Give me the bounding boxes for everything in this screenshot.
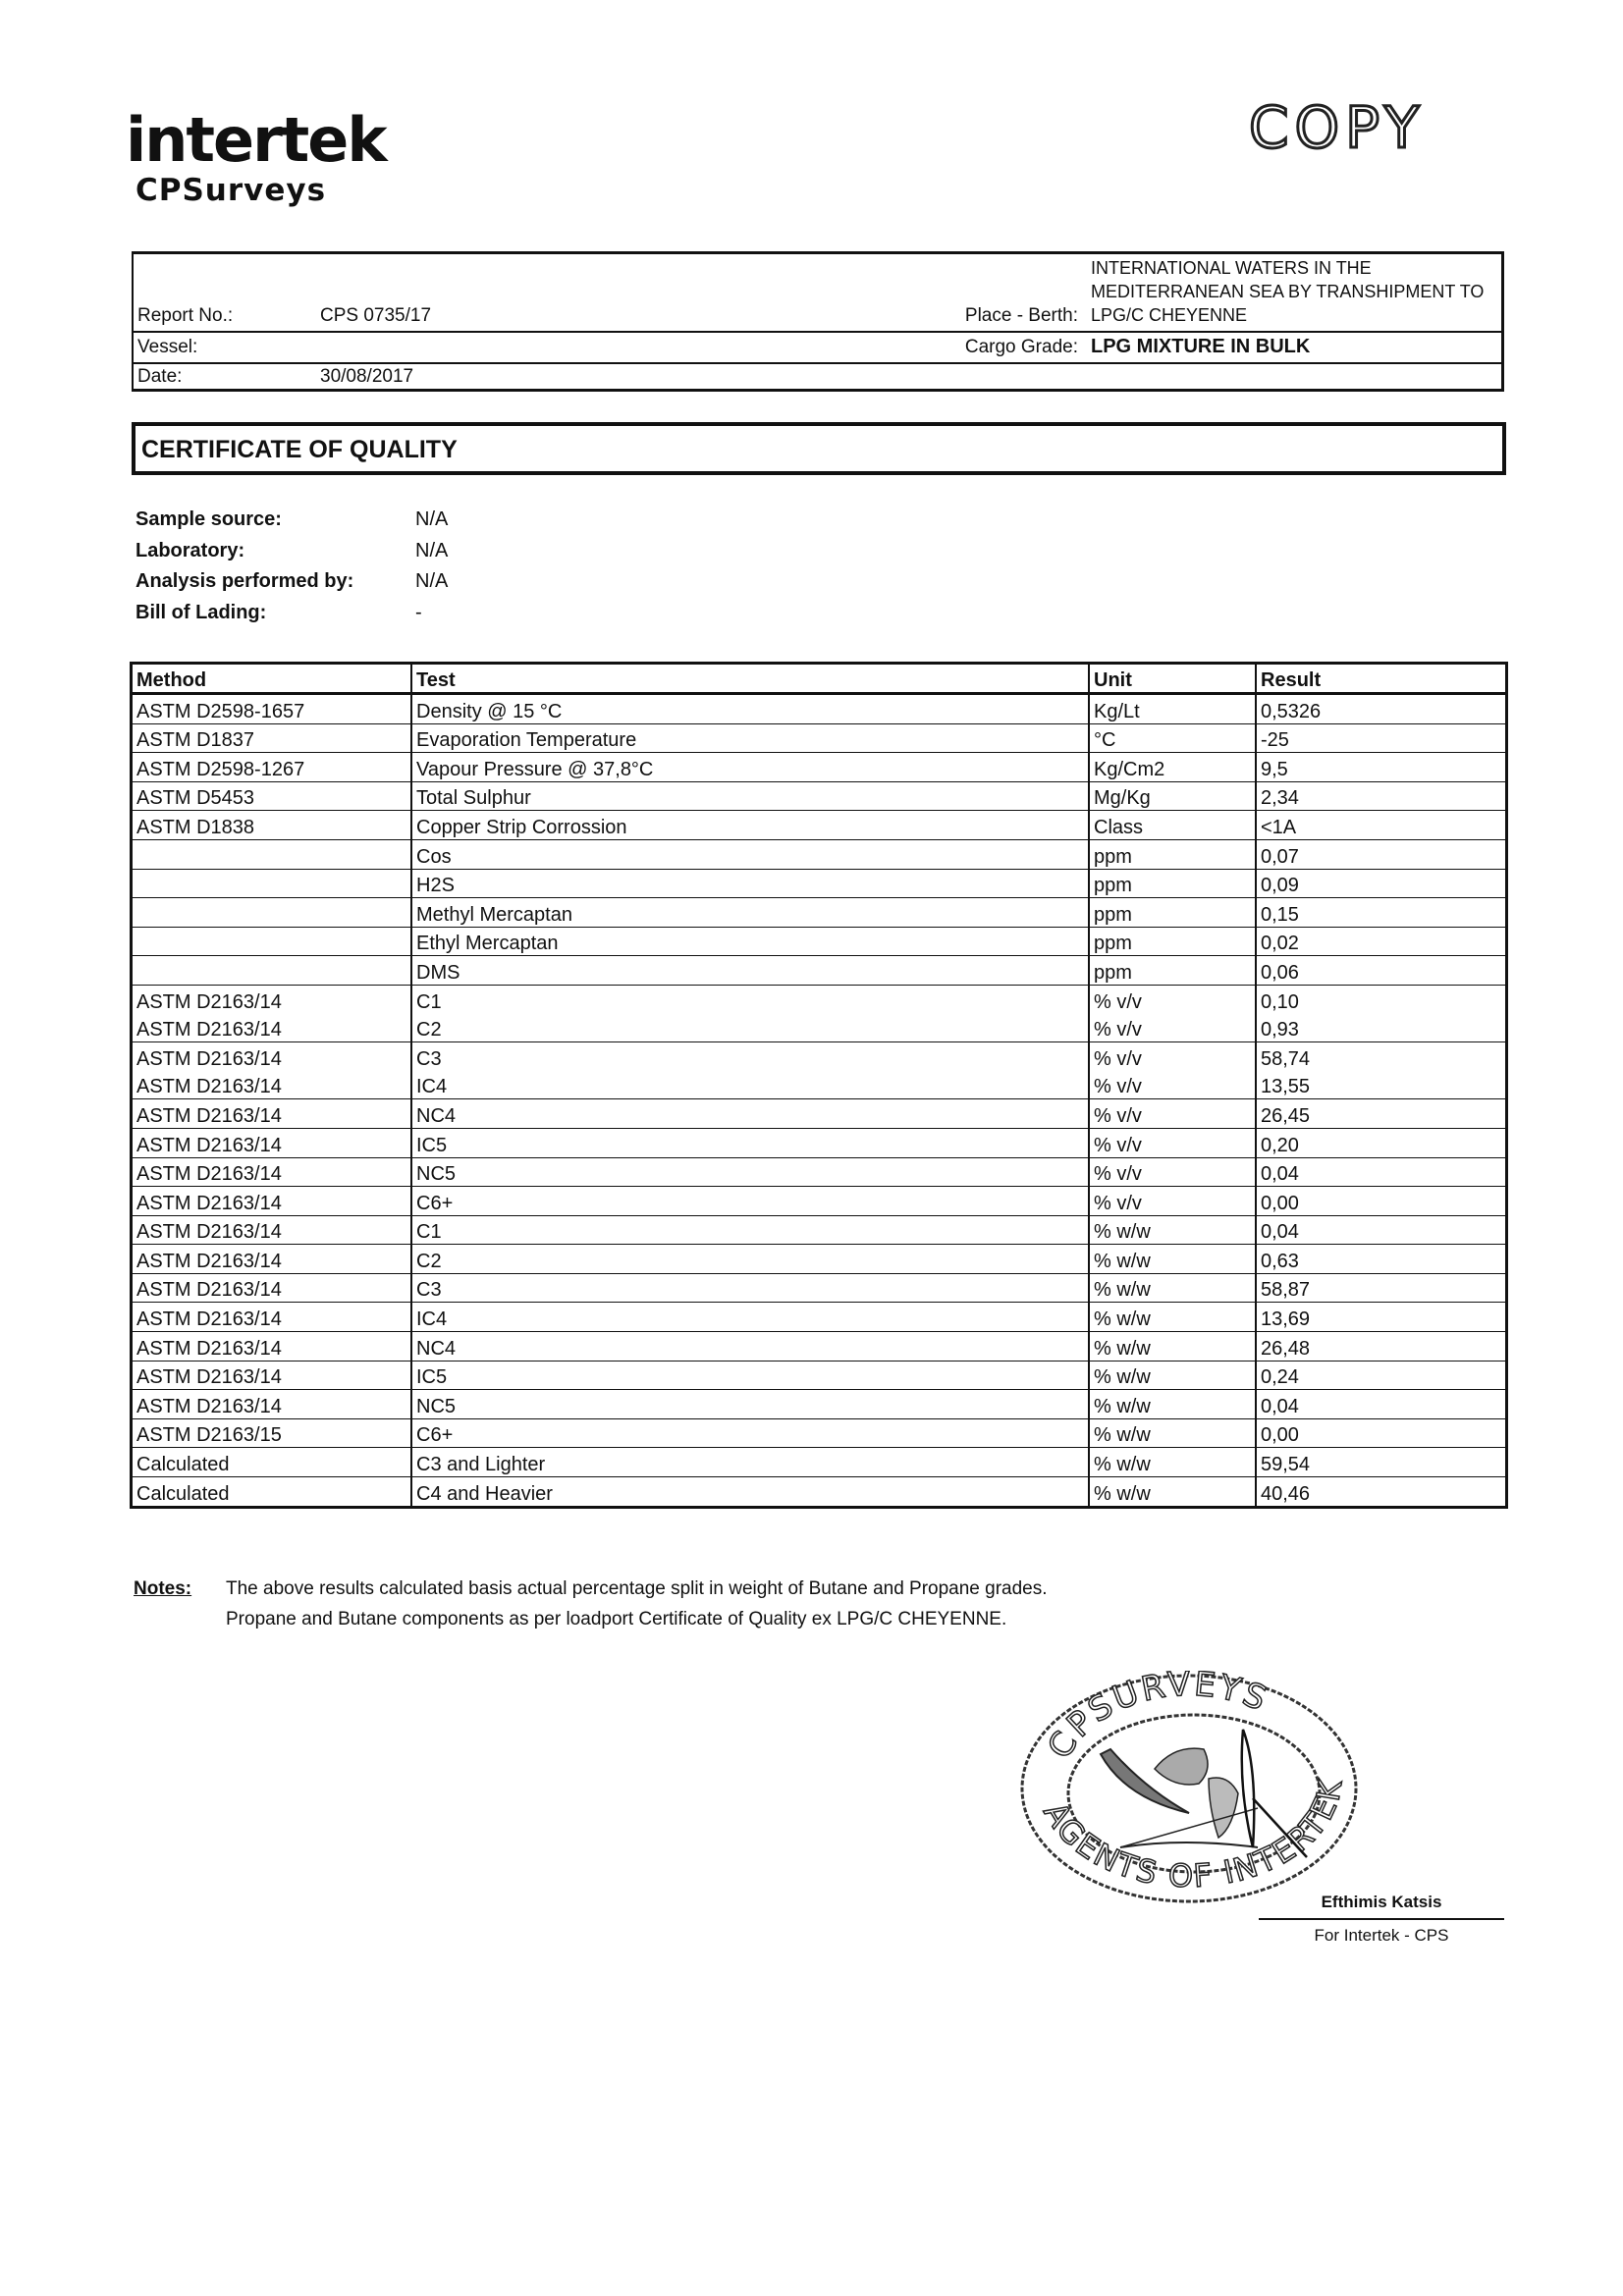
cell-method: ASTM D2163/14 bbox=[132, 1303, 412, 1332]
cell-method: ASTM D2163/14 bbox=[132, 1157, 412, 1187]
cell-unit: % w/w bbox=[1089, 1418, 1256, 1448]
place-berth-label: Place - Berth: bbox=[964, 305, 1078, 326]
meta-label: Laboratory: bbox=[135, 539, 245, 561]
cell-method: ASTM D2163/15 bbox=[132, 1418, 412, 1448]
cell-unit: % w/w bbox=[1089, 1361, 1256, 1390]
table-row bbox=[132, 1390, 1507, 1419]
cell-unit: % w/w bbox=[1089, 1390, 1256, 1419]
table-row bbox=[132, 1245, 1507, 1274]
cell-test: Copper Strip Corrossion bbox=[411, 811, 1089, 840]
place-line: MEDITERRANEAN SEA BY TRANSHIPMENT TO bbox=[1091, 282, 1485, 301]
cell-result: 0,63 bbox=[1256, 1245, 1507, 1274]
cell-unit: % v/v bbox=[1089, 1014, 1256, 1042]
cell-unit: Class bbox=[1089, 811, 1256, 840]
cell-method: ASTM D1838 bbox=[132, 811, 412, 840]
cell-method: ASTM D1837 bbox=[132, 723, 412, 753]
cell-result: 0,20 bbox=[1256, 1128, 1507, 1157]
table-row bbox=[132, 1215, 1507, 1245]
table-row bbox=[132, 694, 1507, 724]
cell-method bbox=[132, 869, 412, 898]
cell-method: ASTM D2163/14 bbox=[132, 985, 412, 1013]
table-row bbox=[132, 811, 1507, 840]
cell-result: 13,55 bbox=[1256, 1071, 1507, 1099]
cell-method: ASTM D2163/14 bbox=[132, 1361, 412, 1390]
company-logo bbox=[126, 104, 386, 208]
cell-test: C3 and Lighter bbox=[411, 1448, 1089, 1477]
date-value: 30/08/2017 bbox=[320, 366, 414, 387]
header-row-vessel bbox=[134, 333, 1501, 364]
meta-value: N/A bbox=[415, 570, 449, 592]
table-header-row bbox=[132, 664, 1507, 694]
signatory-name: Efthimis Katsis bbox=[1259, 1893, 1504, 1920]
table-row bbox=[132, 1361, 1507, 1390]
cell-method: ASTM D2163/14 bbox=[132, 1099, 412, 1129]
meta-label: Analysis performed by: bbox=[135, 570, 354, 592]
cell-unit: ppm bbox=[1089, 869, 1256, 898]
signatory-organization: For Intertek - CPS bbox=[1314, 1926, 1449, 1945]
cell-unit: Mg/Kg bbox=[1089, 781, 1256, 811]
meta-value: - bbox=[415, 601, 422, 623]
cell-test: DMS bbox=[411, 956, 1089, 986]
results-table-body bbox=[132, 694, 1507, 1508]
cell-result: 0,15 bbox=[1256, 898, 1507, 928]
cell-unit: % v/v bbox=[1089, 985, 1256, 1013]
date-label: Date: bbox=[137, 366, 183, 387]
header-row-date bbox=[134, 364, 1501, 392]
cell-unit: Kg/Cm2 bbox=[1089, 753, 1256, 782]
cell-method bbox=[132, 927, 412, 956]
cell-unit: °C bbox=[1089, 723, 1256, 753]
cell-test: C2 bbox=[411, 1245, 1089, 1274]
cell-test: Cos bbox=[411, 839, 1089, 869]
cell-result: 0,04 bbox=[1256, 1215, 1507, 1245]
column-header-method: Method bbox=[132, 664, 412, 694]
seal-bottom-text: AGENTS OF INTERTEK bbox=[1036, 1775, 1350, 1896]
cell-result: 0,93 bbox=[1256, 1014, 1507, 1042]
cell-method: ASTM D2163/14 bbox=[132, 1215, 412, 1245]
cell-result: 0,07 bbox=[1256, 839, 1507, 869]
cell-result: -25 bbox=[1256, 723, 1507, 753]
vessel-label: Vessel: bbox=[137, 337, 198, 357]
cell-method: ASTM D2163/14 bbox=[132, 1245, 412, 1274]
cell-unit: ppm bbox=[1089, 927, 1256, 956]
cell-test: IC5 bbox=[411, 1128, 1089, 1157]
cell-unit: % v/v bbox=[1089, 1099, 1256, 1129]
cell-test: IC4 bbox=[411, 1071, 1089, 1099]
cell-test: C1 bbox=[411, 1215, 1089, 1245]
cell-test: Total Sulphur bbox=[411, 781, 1089, 811]
cell-method: ASTM D2163/14 bbox=[132, 1128, 412, 1157]
cell-unit: ppm bbox=[1089, 898, 1256, 928]
cell-unit: % v/v bbox=[1089, 1042, 1256, 1071]
table-row bbox=[132, 1448, 1507, 1477]
cell-result: 0,5326 bbox=[1256, 694, 1507, 724]
meta-value: N/A bbox=[415, 539, 449, 561]
table-row bbox=[132, 898, 1507, 928]
cell-test: C6+ bbox=[411, 1187, 1089, 1216]
results-table bbox=[130, 662, 1508, 1509]
table-row bbox=[132, 1157, 1507, 1187]
cell-method bbox=[132, 956, 412, 986]
cell-method: ASTM D2598-1267 bbox=[132, 753, 412, 782]
certificate-title-box bbox=[132, 422, 1506, 475]
cell-unit: Kg/Lt bbox=[1089, 694, 1256, 724]
cell-test: H2S bbox=[411, 869, 1089, 898]
table-row bbox=[132, 1477, 1507, 1508]
cell-result: 13,69 bbox=[1256, 1303, 1507, 1332]
table-row bbox=[132, 753, 1507, 782]
cell-method bbox=[132, 898, 412, 928]
cell-result: 2,34 bbox=[1256, 781, 1507, 811]
cell-test: NC4 bbox=[411, 1332, 1089, 1362]
logo-wordmark: intertek bbox=[126, 104, 386, 176]
meta-label: Sample source: bbox=[135, 508, 282, 530]
meta-value: N/A bbox=[415, 508, 449, 530]
table-row bbox=[132, 1187, 1507, 1216]
table-row bbox=[132, 927, 1507, 956]
signature-block bbox=[1259, 1893, 1504, 1946]
cell-unit: % w/w bbox=[1089, 1303, 1256, 1332]
cell-test: Ethyl Mercaptan bbox=[411, 927, 1089, 956]
report-header-box bbox=[132, 251, 1504, 392]
cell-unit: % w/w bbox=[1089, 1477, 1256, 1508]
cell-result: 0,04 bbox=[1256, 1157, 1507, 1187]
seal-top-text: CPSURVEYS bbox=[1040, 1671, 1274, 1766]
place-line: LPG/C CHEYENNE bbox=[1091, 305, 1248, 325]
cell-method: Calculated bbox=[132, 1477, 412, 1508]
table-row bbox=[132, 781, 1507, 811]
cell-test: Density @ 15 °C bbox=[411, 694, 1089, 724]
cell-unit: % w/w bbox=[1089, 1245, 1256, 1274]
cargo-grade-value: LPG MIXTURE IN BULK bbox=[1091, 336, 1311, 357]
cell-unit: % v/v bbox=[1089, 1187, 1256, 1216]
cell-method: ASTM D2163/14 bbox=[132, 1273, 412, 1303]
cell-unit: ppm bbox=[1089, 839, 1256, 869]
cell-result: 0,00 bbox=[1256, 1418, 1507, 1448]
table-row bbox=[132, 1418, 1507, 1448]
column-header-result: Result bbox=[1256, 664, 1507, 694]
cell-result: 59,54 bbox=[1256, 1448, 1507, 1477]
cell-result: 0,00 bbox=[1256, 1187, 1507, 1216]
cell-result: 58,74 bbox=[1256, 1042, 1507, 1071]
column-header-test: Test bbox=[411, 664, 1089, 694]
table-row bbox=[132, 869, 1507, 898]
cell-method bbox=[132, 839, 412, 869]
table-row bbox=[132, 1128, 1507, 1157]
cell-unit: % w/w bbox=[1089, 1332, 1256, 1362]
cell-unit: % v/v bbox=[1089, 1071, 1256, 1099]
cell-result: 0,02 bbox=[1256, 927, 1507, 956]
cell-method: ASTM D2163/14 bbox=[132, 1332, 412, 1362]
notes-line: The above results calculated basis actual percentage split in weight of Butane and Propane grades. bbox=[226, 1578, 1048, 1599]
cell-unit: % v/v bbox=[1089, 1157, 1256, 1187]
cell-method: Calculated bbox=[132, 1448, 412, 1477]
cell-result: 0,09 bbox=[1256, 869, 1507, 898]
table-row bbox=[132, 839, 1507, 869]
table-row bbox=[132, 985, 1507, 1013]
cell-method: ASTM D2163/14 bbox=[132, 1187, 412, 1216]
cell-test: C4 and Heavier bbox=[411, 1477, 1089, 1508]
cell-test: C6+ bbox=[411, 1418, 1089, 1448]
cell-method: ASTM D2598-1657 bbox=[132, 694, 412, 724]
place-berth-value bbox=[1091, 256, 1499, 327]
cell-unit: % v/v bbox=[1089, 1128, 1256, 1157]
table-row bbox=[132, 1014, 1507, 1042]
certificate-title: CERTIFICATE OF QUALITY bbox=[141, 436, 458, 463]
table-row bbox=[132, 723, 1507, 753]
cell-result: 9,5 bbox=[1256, 753, 1507, 782]
cell-test: Evaporation Temperature bbox=[411, 723, 1089, 753]
table-row bbox=[132, 956, 1507, 986]
cell-unit: % w/w bbox=[1089, 1273, 1256, 1303]
cell-result: 40,46 bbox=[1256, 1477, 1507, 1508]
meta-label: Bill of Lading: bbox=[135, 601, 267, 623]
cell-method: ASTM D2163/14 bbox=[132, 1042, 412, 1071]
cell-method: ASTM D2163/14 bbox=[132, 1071, 412, 1099]
cell-result: 26,48 bbox=[1256, 1332, 1507, 1362]
place-line: INTERNATIONAL WATERS IN THE bbox=[1091, 258, 1372, 278]
header-row-report bbox=[134, 254, 1501, 333]
notes-label: Notes: bbox=[134, 1578, 192, 1599]
table-row bbox=[132, 1099, 1507, 1129]
cell-method: ASTM D5453 bbox=[132, 781, 412, 811]
report-no-value: CPS 0735/17 bbox=[320, 305, 432, 326]
cell-test: C3 bbox=[411, 1273, 1089, 1303]
notes-line: Propane and Butane components as per loadport Certificate of Quality ex LPG/C CHEYENNE. bbox=[226, 1609, 1007, 1629]
cell-result: 26,45 bbox=[1256, 1099, 1507, 1129]
cell-test: NC4 bbox=[411, 1099, 1089, 1129]
cell-test: IC5 bbox=[411, 1361, 1089, 1390]
cell-unit: ppm bbox=[1089, 956, 1256, 986]
cell-result: <1A bbox=[1256, 811, 1507, 840]
report-no-label: Report No.: bbox=[137, 305, 234, 326]
cell-unit: % w/w bbox=[1089, 1448, 1256, 1477]
table-row bbox=[132, 1071, 1507, 1099]
cell-method: ASTM D2163/14 bbox=[132, 1390, 412, 1419]
table-row bbox=[132, 1303, 1507, 1332]
cell-test: C2 bbox=[411, 1014, 1089, 1042]
cell-result: 0,24 bbox=[1256, 1361, 1507, 1390]
cell-test: IC4 bbox=[411, 1303, 1089, 1332]
cell-unit: % w/w bbox=[1089, 1215, 1256, 1245]
cell-test: NC5 bbox=[411, 1157, 1089, 1187]
cell-test: C3 bbox=[411, 1042, 1089, 1071]
cell-test: Vapour Pressure @ 37,8°C bbox=[411, 753, 1089, 782]
cell-result: 58,87 bbox=[1256, 1273, 1507, 1303]
cell-test: NC5 bbox=[411, 1390, 1089, 1419]
copy-stamp: COPY bbox=[1249, 94, 1426, 161]
cell-test: C1 bbox=[411, 985, 1089, 1013]
column-header-unit: Unit bbox=[1089, 664, 1256, 694]
cell-result: 0,10 bbox=[1256, 985, 1507, 1013]
company-seal bbox=[1017, 1671, 1361, 1906]
cell-result: 0,06 bbox=[1256, 956, 1507, 986]
cell-result: 0,04 bbox=[1256, 1390, 1507, 1419]
cell-method: ASTM D2163/14 bbox=[132, 1014, 412, 1042]
cell-test: Methyl Mercaptan bbox=[411, 898, 1089, 928]
table-row bbox=[132, 1273, 1507, 1303]
table-row bbox=[132, 1332, 1507, 1362]
cargo-grade-label: Cargo Grade: bbox=[964, 337, 1078, 357]
logo-subtitle: CPSurveys bbox=[135, 173, 327, 208]
table-row bbox=[132, 1042, 1507, 1071]
